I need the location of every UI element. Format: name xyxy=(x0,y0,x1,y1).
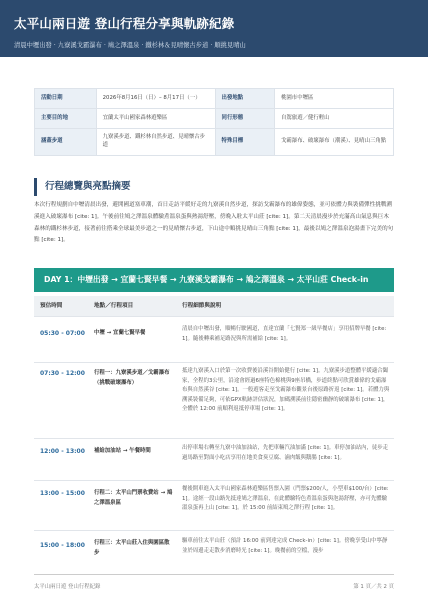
schedule-header-row xyxy=(34,296,394,316)
special-goals-label: 特殊目標 xyxy=(215,129,274,156)
travel-mode-label: 同行形態 xyxy=(215,109,274,129)
trails-value: 九寮溪步道、鐵杉林自然步道、見晴懷古步道 xyxy=(96,129,215,156)
start-value: 桃園市中壢區 xyxy=(275,89,394,109)
row-time: 15:00 - 18:00 xyxy=(40,542,85,549)
row-time: 07:30 - 12:00 xyxy=(40,370,85,377)
destination-label: 主要目的地 xyxy=(35,109,97,129)
table-row xyxy=(34,438,394,480)
destination-value: 宜蘭太平山國家森林遊樂區 xyxy=(96,109,215,129)
row-detail: 餐後開車進入太平山國家森林遊樂區售票入園（門票$200/人，小型車$100/台）[cite: 1]。途經一段山路先抵達鳩之澤溫泉，在此體驗特色煮溫泉蛋與泡湯舒壓，亦可先體驗溫泉蛋再上山 [cite: 1]。於 15:00 前結束鳩之澤行程 [cite: 1]。 xyxy=(182,486,389,512)
date-label: 活動日期 xyxy=(35,89,97,109)
table-row xyxy=(34,362,394,438)
col-detail-header: 行程細節與說明 xyxy=(182,303,222,309)
row-place: 行程一：九寮溪步道／戈霸瀑布（挑戰破壞瀑布） xyxy=(94,370,170,386)
travel-mode-value: 自駕旅遊／健行輕山 xyxy=(275,109,394,129)
row-place: 行程三：太平山莊入住與園區散步 xyxy=(94,540,170,556)
page-title: 太平山兩日遊 登山行程分享與軌跡紀錄 xyxy=(14,16,235,31)
day1-header-bar: DAY 1：中壢出發 → 宜蘭七賢早餐 → 九寮溪戈霸瀑布 → 鳩之澤溫泉 → 太平山莊 Check-in xyxy=(34,268,394,292)
row-place: 中壢 → 宜蘭七賢早餐 xyxy=(94,330,146,336)
col-time-header: 預估時間 xyxy=(40,303,63,309)
page-footer xyxy=(34,574,394,594)
table-row xyxy=(34,530,394,570)
row-detail: 驅車前往太平山莊（預計 16:00 前到達完成 Check-in）[cite: 1]。傍晚享受山中寧靜並於周邊走走散步消磨時光 [cite: 1]。晚餐前的空檔，漫步 xyxy=(182,538,388,554)
row-time: 05:30 - 07:00 xyxy=(40,330,85,337)
summary-paragraph: 本次行程規劃自中壢清晨出發，避開國道塞車潮，首日走訪平緩好走的九寮溪自然步道，探訪戈霸瀑布的雄偉姿態，並可依體力與裝備彈性挑戰溯溪進入破壞瀑布 [cite: 1]。午後前往鳩之澤溫泉體驗煮溫泉蛋與熱湯舒壓，傍晚入駐太平山莊 [cite: 1]。第二天清晨漫步於充滿高山氣息與巨木森林的鐵杉林步道，接著前往搭乘全球最美步道之一的見晴懷古步道，下山途中順挑見晴山三角點 [cite: 1]，最後以鳩之澤溫泉泡湯畫下完美的句點 [cite: 1]。 xyxy=(34,202,394,244)
row-detail: 出停車場右轉至九寮中油加油站，先把車輛汽油加滿 [cite: 1]。車停加油站內，徒步走過馬路至對面小吃店享用在地美食臭豆腐、滷肉飯與鵝腸 [cite: 1]。 xyxy=(182,445,389,461)
page-header xyxy=(0,0,428,57)
trip-info-table xyxy=(34,88,394,156)
special-goals-value: 戈霸瀑布、破壞瀑布（潮溪）、見晴山三角點 xyxy=(275,129,394,156)
trails-label: 涵蓋步道 xyxy=(35,129,97,156)
row-time: 13:00 - 15:00 xyxy=(40,490,85,497)
date-value: 2026年8月16日（日）– 8月17日（一） xyxy=(96,89,215,109)
table-row xyxy=(34,480,394,530)
col-place-header: 地點／行程項目 xyxy=(94,303,134,309)
footer-page-number: 第 1 頁／共 2 頁 xyxy=(353,584,394,590)
row-detail: 抵達九寮溪入口於第一次收費後沿溪谷開始健行 [cite: 1]。九寮溪步道整體平緩適合闔家，全程約3公里，沿途會經過6座特色棉桃與9座吊橋，步道終點可欣賞雄偉的戈霸瀑布與自然溪谷 [cite: 1]。一般遊客走至戈霸瀑布觀景台後原路折返 [cite: 1]。若體力與溯溪裝備足夠，可依GPX軌跡評估狀況，加碼溯溪前往隱密幽靜的破壞瀑布 [cite: 1]，全體於 12:00 前順利返抵停車場 [cite: 1]。 xyxy=(182,368,390,413)
table-row xyxy=(34,316,394,362)
row-time: 12:00 - 13:00 xyxy=(40,448,85,455)
day1-schedule-table xyxy=(34,296,394,556)
row-place: 補給加油站 → 午餐時間 xyxy=(94,448,151,454)
start-label: 出發地點 xyxy=(215,89,274,109)
summary-section-title: 行程總覽與亮點摘要 xyxy=(34,178,394,196)
row-place: 行程二：太平山門票收費站 → 鳩之澤溫泉區 xyxy=(94,490,173,506)
footer-doc-title: 太平山兩日遊 登山行程紀錄 xyxy=(34,584,101,590)
row-detail: 清晨自中壢出發，順暢行駛國道，直達宜蘭「七賢郑一級早餐店」享用招牌早餐 [cite: 1]。隨後轉乘補足路況與所需補給 [cite: 1]。 xyxy=(182,326,387,342)
page-subtitle: 清晨中壢出發 · 九寮溪戈霸瀑布 · 鳩之澤溫泉 · 鐵杉林＆見晴懷古步道 · 順挑見晴山 xyxy=(14,42,246,49)
